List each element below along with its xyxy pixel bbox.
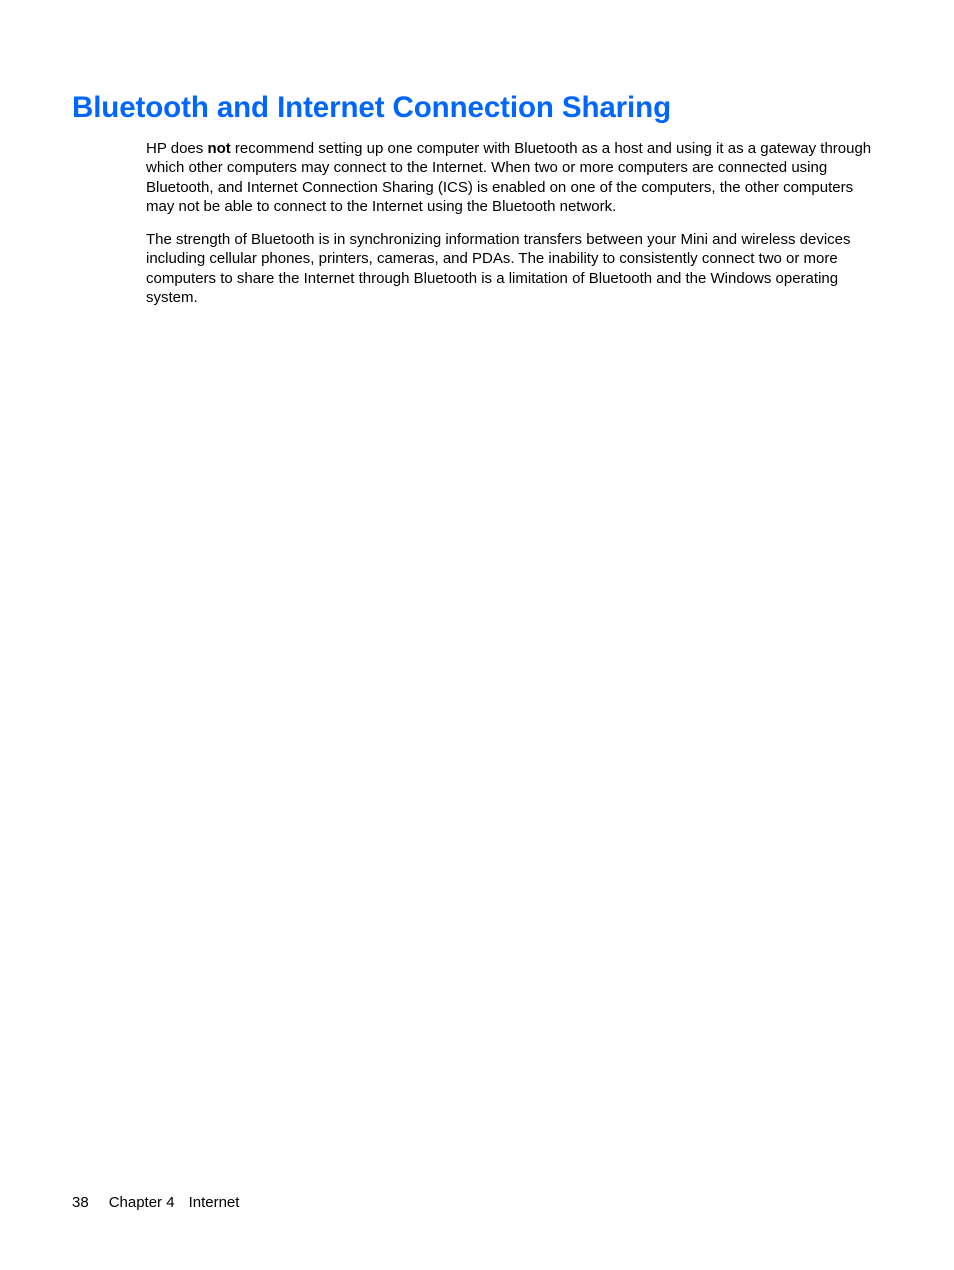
footer-chapter: Chapter 4 <box>108 1194 175 1211</box>
page-footer <box>72 1193 239 1212</box>
paragraph-1-prefix: HP does <box>146 140 208 157</box>
page-title: Bluetooth and Internet Connection Sharing <box>72 91 671 124</box>
paragraph-1-emphasis: not <box>207 140 231 157</box>
footer-section: Internet <box>188 1194 240 1211</box>
page-number: 38 <box>72 1194 89 1211</box>
body-content <box>146 139 872 321</box>
paragraph-1 <box>146 139 872 216</box>
paragraph-1-suffix: recommend setting up one computer with Bluetooth as a host and using it as a gateway through which other computers may connect to the Internet. When two or more computers are connected using Bluetooth, and Internet Connection Sharing (ICS) is enabled on one of the computers, the other computers may not be able to connect to the Internet using the Bluetooth network. <box>146 140 872 215</box>
paragraph-2: The strength of Bluetooth is in synchronizing information transfers between your Mini and wireless devices including cellular phones, printers, cameras, and PDAs. The inability to consistently connect two or more computers to share the Internet through Bluetooth is a limitation of Bluetooth and the Windows operating system. <box>146 231 851 307</box>
